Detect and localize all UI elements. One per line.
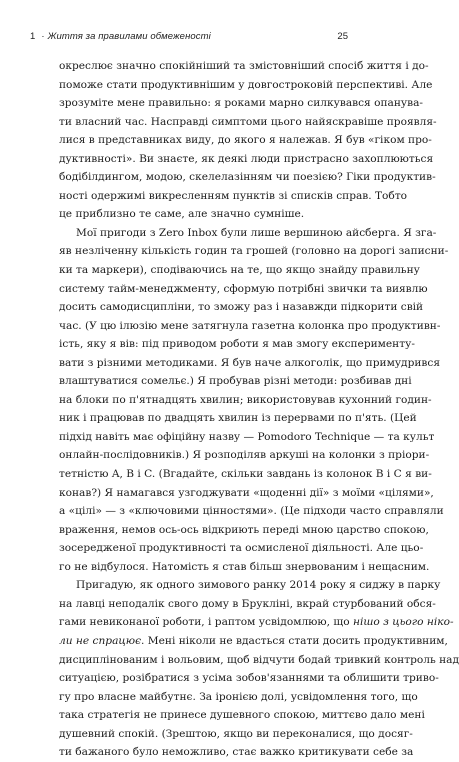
text-line: поможе стати продуктивнішим у довгостроковій перспективі. Але xyxy=(59,78,433,91)
text-line: ності одержимі викресленням пунктів зі списків справ. Тобто xyxy=(59,189,408,202)
text-line: ти бажаного було неможливо, стає важко критикувати себе за xyxy=(59,746,414,759)
text-line: це приблизно те саме, але значно сумніше. xyxy=(59,208,305,221)
text-line: влаштуватися сомельє.) Я пробував різні методи: розбивав дні xyxy=(59,375,412,388)
text-line: гу про власне майбутнє. За іронією долі, усвідомлення того, що xyxy=(59,690,418,703)
text-line: ник і працював по двадцять хвилин із перервами по п'ять. (Цей xyxy=(59,412,417,425)
running-head xyxy=(30,31,211,42)
text-line: систему тайм-менеджменту, сформую потрібні звички та виявлю xyxy=(59,282,428,295)
text-line: враження, немов ось-ось відкриють переді мною царство спокою, xyxy=(59,523,429,536)
text-line: го не відбулося. Натомість я став більш знервованим і нещасним. xyxy=(59,560,430,573)
header-separator: · xyxy=(41,31,45,42)
text-line: тетністю A, B і C. (Вгадайте, скільки завдань із колонок B і C я ви- xyxy=(59,468,432,481)
text-line: конав?) Я намагався узгоджувати «щоденні дії» з моїми «цілями», xyxy=(59,486,434,499)
text-line: зрозуміте мене правильно: я роками марно силкувався опанува- xyxy=(59,97,424,110)
text-line: лися в представниках виду, до якого я належав. Я був «гіком про- xyxy=(59,134,432,147)
text-line: окреслює значно спокійніший та змістовніший спосіб життя і до- xyxy=(59,60,429,72)
text-line: час. (У цю ілюзію мене затягнула газетна колонка про продуктивн- xyxy=(59,319,441,332)
body-text xyxy=(59,57,459,762)
paragraph xyxy=(59,576,459,761)
text-line: на лавці неподалік свого дому в Брукліні, вкрай стурбований обся- xyxy=(59,597,436,610)
text-line: ки та маркери), сподіваючись на те, що якщо знайду правильну xyxy=(59,264,420,277)
text-line: душевний спокій. (Зрештою, якщо ви переконалися, що досяг- xyxy=(59,727,413,740)
text-line: бодібілдингом, модою, скелелазінням чи поезією? Гіки продуктив- xyxy=(59,171,436,184)
text-line: дуктивності». Ви знаєте, як деякі люди пристрасно захоплюються xyxy=(59,152,434,165)
page-number: 25 xyxy=(337,31,348,42)
text-line: а «цілі» — з «ключовими цінностями». (Це підходи часто справляли xyxy=(59,505,444,518)
text-line: зосередженої продуктивності та осмисленої діяльності. Але цьо- xyxy=(59,542,424,555)
paragraph xyxy=(59,57,437,224)
chapter-title: Життя за правилами обмеженості xyxy=(47,31,211,42)
text-line: ти власний час. Насправді симптоми цього найяскравіше проявля- xyxy=(59,115,437,128)
text-line: ситуацією, розібратися з усіма зобов'язаннями та облишити триво- xyxy=(59,672,439,685)
text-line: досить самодисципліни, то зможу раз і назавжди підкорити свій xyxy=(59,301,424,314)
text-line: на блоки по п'ятнадцять хвилин; використовував кухонний годин- xyxy=(59,393,432,406)
text-line: гами невиконаної роботи, і раптом усвідомлюю, що нішо з цього ніко- xyxy=(59,616,454,629)
chapter-number: 1 xyxy=(30,31,36,42)
text-line: Мої пригоди з Zero Inbox були лише вершиною айсберга. Я зга- xyxy=(76,226,437,239)
text-line: така стратегія не принесе душевного спокою, миттєво дало мені xyxy=(59,709,425,722)
text-line: вати з різними методиками. Я був наче алкоголік, що примудрився xyxy=(59,356,441,369)
paragraph xyxy=(59,224,449,576)
text-line: підхід навіть має офіційну назву — Pomodoro Technique — та культ xyxy=(59,430,435,443)
text-line: ли не спрацює. Мені ніколи не вдасться стати досить продуктивним, xyxy=(59,634,448,647)
text-line: Пригадую, як одного зимового ранку 2014 року я сиджу в парку xyxy=(76,579,441,592)
text-line: ість, яку я вів: під приводом роботи я мав змогу експерименту- xyxy=(59,338,415,351)
text-line: онлайн-послідовників.) Я розподіляв аркуші на колонки з пріори- xyxy=(59,449,430,462)
text-line: дисциплінованим і вольовим, щоб відчути бодай тривкий контроль над xyxy=(59,653,459,666)
text-line: яв незліченну кількість годин та грошей (головно на дорогі записни- xyxy=(59,245,449,258)
